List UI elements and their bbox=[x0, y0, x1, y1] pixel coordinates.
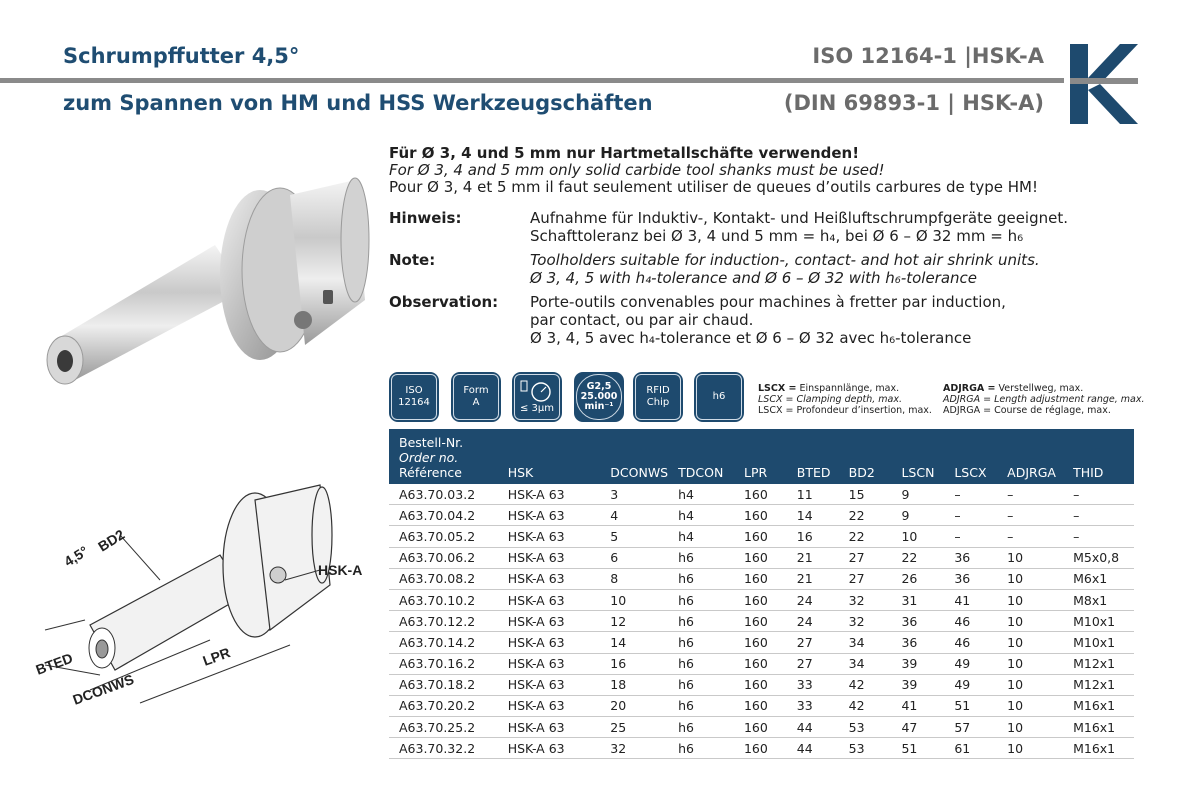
cell-hsk: HSK-A 63 bbox=[498, 738, 601, 759]
spec-table bbox=[389, 429, 1134, 759]
cell-tdcon: h6 bbox=[668, 547, 734, 568]
cell-lpr: 160 bbox=[734, 653, 787, 674]
cell-lscx: 41 bbox=[944, 589, 997, 610]
cell-adjrga: – bbox=[997, 484, 1063, 505]
tolerance-value: h6 bbox=[712, 391, 726, 402]
cell-order-no: A63.70.12.2 bbox=[389, 611, 498, 632]
col-thid: THID bbox=[1063, 429, 1134, 484]
cell-lscn: 39 bbox=[891, 653, 944, 674]
standard-label-din: (DIN 69893-1 | HSK-A) bbox=[783, 91, 1044, 115]
cell-lscn: 36 bbox=[891, 632, 944, 653]
cell-lpr: 160 bbox=[734, 674, 787, 695]
col-hsk: HSK bbox=[498, 429, 601, 484]
cell-thid: M16x1 bbox=[1063, 695, 1134, 716]
cell-order-no: A63.70.32.2 bbox=[389, 738, 498, 759]
adjrga-key-fr: ADJRGA = bbox=[943, 405, 992, 416]
cell-lscn: 26 bbox=[891, 568, 944, 589]
cell-dconws: 3 bbox=[600, 484, 668, 505]
cell-lscx: 46 bbox=[944, 632, 997, 653]
cell-adjrga: 10 bbox=[997, 632, 1063, 653]
cell-lpr: 160 bbox=[734, 568, 787, 589]
col-order-no bbox=[389, 429, 498, 484]
cell-lscn: 31 bbox=[891, 589, 944, 610]
cell-tdcon: h6 bbox=[668, 568, 734, 589]
lscx-key: LSCX = bbox=[758, 383, 797, 394]
rfid-line1: RFID bbox=[646, 385, 670, 396]
cell-lscx: 51 bbox=[944, 695, 997, 716]
hinweis-line2: Schafttoleranz bei Ø 3, 4 und 5 mm = h₄, bei Ø 6 – Ø 32 mm = h₆ bbox=[530, 227, 1024, 245]
table-row bbox=[389, 717, 1134, 738]
cell-adjrga: 10 bbox=[997, 738, 1063, 759]
table-row bbox=[389, 738, 1134, 759]
col-dconws: DCONWS bbox=[600, 429, 668, 484]
lscx-en: Clamping depth, max. bbox=[796, 394, 902, 405]
balance-grade: G2,5 bbox=[586, 381, 612, 392]
cell-order-no: A63.70.03.2 bbox=[389, 484, 498, 505]
cell-tdcon: h4 bbox=[668, 526, 734, 547]
table-body bbox=[389, 484, 1134, 759]
iso-line2: 12164 bbox=[398, 397, 430, 408]
cell-lscx: 57 bbox=[944, 717, 997, 738]
order-fr: Référence bbox=[399, 465, 462, 480]
cell-bd2: 32 bbox=[839, 611, 892, 632]
cell-thid: M5x0,8 bbox=[1063, 547, 1134, 568]
hsk-label: HSK-A bbox=[318, 562, 363, 578]
note-line2: Ø 3, 4, 5 with h₄-tolerance and Ø 6 – Ø 32 with h₆-tolerance bbox=[530, 269, 978, 287]
cell-tdcon: h6 bbox=[668, 738, 734, 759]
cell-adjrga: 10 bbox=[997, 589, 1063, 610]
page-title: Schrumpffutter 4,5° bbox=[63, 44, 300, 68]
cell-hsk: HSK-A 63 bbox=[498, 526, 601, 547]
standard-label: ISO 12164-1 |HSK-A bbox=[812, 44, 1044, 68]
tolerance-icon bbox=[694, 372, 744, 422]
cell-order-no: A63.70.16.2 bbox=[389, 653, 498, 674]
col-lscn: LSCN bbox=[891, 429, 944, 484]
cell-bd2: 53 bbox=[839, 717, 892, 738]
adjrga-en: Length adjustment range, max. bbox=[994, 394, 1145, 405]
cell-bted: 33 bbox=[787, 674, 839, 695]
cell-adjrga: – bbox=[997, 526, 1063, 547]
cell-lscx: 36 bbox=[944, 568, 997, 589]
cell-bd2: 27 bbox=[839, 547, 892, 568]
cell-lpr: 160 bbox=[734, 484, 787, 505]
cell-tdcon: h4 bbox=[668, 505, 734, 526]
lscx-fr: Profondeur d’insertion, max. bbox=[796, 405, 932, 416]
cell-hsk: HSK-A 63 bbox=[498, 547, 601, 568]
cell-thid: M8x1 bbox=[1063, 589, 1134, 610]
cell-order-no: A63.70.05.2 bbox=[389, 526, 498, 547]
cell-lpr: 160 bbox=[734, 695, 787, 716]
cell-tdcon: h6 bbox=[668, 717, 734, 738]
cell-thid: M10x1 bbox=[1063, 632, 1134, 653]
cell-order-no: A63.70.25.2 bbox=[389, 717, 498, 738]
legend-lscx bbox=[758, 383, 932, 416]
table-row bbox=[389, 484, 1134, 505]
cell-thid: – bbox=[1063, 484, 1134, 505]
cell-lpr: 160 bbox=[734, 738, 787, 759]
cell-thid: M16x1 bbox=[1063, 717, 1134, 738]
observation-line1: Porte-outils convenables pour machines à fretter par induction, bbox=[530, 293, 1006, 311]
cell-hsk: HSK-A 63 bbox=[498, 484, 601, 505]
cell-lscn: 41 bbox=[891, 695, 944, 716]
runout-gauge-icon bbox=[512, 372, 562, 422]
cell-bted: 44 bbox=[787, 717, 839, 738]
cell-adjrga: 10 bbox=[997, 611, 1063, 632]
cell-lpr: 160 bbox=[734, 505, 787, 526]
cell-adjrga: 10 bbox=[997, 695, 1063, 716]
cell-thid: M12x1 bbox=[1063, 674, 1134, 695]
cell-tdcon: h4 bbox=[668, 484, 734, 505]
table-row bbox=[389, 695, 1134, 716]
cell-bd2: 42 bbox=[839, 674, 892, 695]
cell-bted: 27 bbox=[787, 653, 839, 674]
cell-thid: M10x1 bbox=[1063, 611, 1134, 632]
rfid-chip-icon bbox=[633, 372, 683, 422]
cell-dconws: 12 bbox=[600, 611, 668, 632]
cell-hsk: HSK-A 63 bbox=[498, 589, 601, 610]
hinweis-line1: Aufnahme für Induktiv-, Kontakt- und Heißluftschrumpfgeräte geeignet. bbox=[530, 209, 1068, 227]
iso-standard-icon bbox=[389, 372, 439, 422]
cell-bted: 24 bbox=[787, 589, 839, 610]
cell-dconws: 20 bbox=[600, 695, 668, 716]
adjrga-de: Verstellweg, max. bbox=[998, 383, 1084, 394]
cell-dconws: 25 bbox=[600, 717, 668, 738]
cell-lscn: 36 bbox=[891, 611, 944, 632]
cell-order-no: A63.70.20.2 bbox=[389, 695, 498, 716]
cell-hsk: HSK-A 63 bbox=[498, 611, 601, 632]
warning-fr: Pour Ø 3, 4 et 5 mm il faut seulement utiliser de queues d’outils carbures de type HM! bbox=[389, 178, 1038, 196]
balance-rpm: 25.000 bbox=[580, 391, 618, 402]
cell-bd2: 22 bbox=[839, 505, 892, 526]
table-row bbox=[389, 674, 1134, 695]
cell-bted: 14 bbox=[787, 505, 839, 526]
observation-line2: par contact, ou par air chaud. bbox=[530, 311, 754, 329]
cell-tdcon: h6 bbox=[668, 589, 734, 610]
cell-order-no: A63.70.08.2 bbox=[389, 568, 498, 589]
warning-en: For Ø 3, 4 and 5 mm only solid carbide tool shanks must be used! bbox=[389, 161, 885, 179]
cell-lscx: – bbox=[944, 484, 997, 505]
note-label: Note: bbox=[389, 251, 436, 269]
runout-value: ≤ 3µm bbox=[519, 403, 555, 414]
cell-tdcon: h6 bbox=[668, 632, 734, 653]
cell-dconws: 4 bbox=[600, 505, 668, 526]
cell-lscn: 10 bbox=[891, 526, 944, 547]
company-logo bbox=[1070, 44, 1138, 128]
balance-unit: min⁻¹ bbox=[584, 401, 614, 412]
col-tdcon: TDCON bbox=[668, 429, 734, 484]
cell-adjrga: 10 bbox=[997, 547, 1063, 568]
cell-bted: 21 bbox=[787, 568, 839, 589]
cell-dconws: 8 bbox=[600, 568, 668, 589]
cell-bd2: 15 bbox=[839, 484, 892, 505]
observation-label: Observation: bbox=[389, 293, 499, 311]
table-row bbox=[389, 505, 1134, 526]
dconws-label: DCONWS bbox=[70, 670, 136, 708]
lpr-label: LPR bbox=[200, 644, 233, 669]
observation-line3: Ø 3, 4, 5 avec h₄-tolerance et Ø 6 – Ø 32 avec h₆-tolerance bbox=[530, 329, 972, 347]
adjrga-key-en: ADJRGA = bbox=[943, 394, 992, 405]
form-a-icon bbox=[451, 372, 501, 422]
cell-lscn: 9 bbox=[891, 484, 944, 505]
adjrga-key: ADJRGA = bbox=[943, 383, 996, 394]
order-en: Order no. bbox=[399, 450, 459, 465]
cell-hsk: HSK-A 63 bbox=[498, 568, 601, 589]
col-bd2: BD2 bbox=[839, 429, 892, 484]
bd2-label: BD2 bbox=[95, 526, 128, 555]
col-bted: BTED bbox=[787, 429, 839, 484]
cell-lpr: 160 bbox=[734, 611, 787, 632]
cell-adjrga: 10 bbox=[997, 568, 1063, 589]
cell-hsk: HSK-A 63 bbox=[498, 674, 601, 695]
table-row bbox=[389, 632, 1134, 653]
cell-tdcon: h6 bbox=[668, 653, 734, 674]
cell-adjrga: – bbox=[997, 505, 1063, 526]
table-row bbox=[389, 589, 1134, 610]
cell-tdcon: h6 bbox=[668, 674, 734, 695]
cell-adjrga: 10 bbox=[997, 674, 1063, 695]
cell-dconws: 14 bbox=[600, 632, 668, 653]
cell-lscx: – bbox=[944, 526, 997, 547]
cell-lpr: 160 bbox=[734, 589, 787, 610]
cell-bted: 21 bbox=[787, 547, 839, 568]
order-de: Bestell-Nr. bbox=[399, 435, 464, 450]
lscx-key-en: LSCX = bbox=[758, 394, 794, 405]
page-subtitle: zum Spannen von HM und HSS Werkzeugschäften bbox=[63, 91, 653, 115]
lscx-de: Einspannlänge, max. bbox=[799, 383, 900, 394]
cell-hsk: HSK-A 63 bbox=[498, 653, 601, 674]
cell-lscx: 46 bbox=[944, 611, 997, 632]
dial-gauge-icon bbox=[519, 379, 555, 403]
col-lpr: LPR bbox=[734, 429, 787, 484]
cell-thid: – bbox=[1063, 505, 1134, 526]
cell-bted: 24 bbox=[787, 611, 839, 632]
rfid-line2: Chip bbox=[646, 397, 670, 408]
cell-dconws: 5 bbox=[600, 526, 668, 547]
cell-thid: M12x1 bbox=[1063, 653, 1134, 674]
cell-hsk: HSK-A 63 bbox=[498, 505, 601, 526]
cell-dconws: 10 bbox=[600, 589, 668, 610]
cell-bd2: 22 bbox=[839, 526, 892, 547]
warning-de: Für Ø 3, 4 und 5 mm nur Hartmetallschäfte verwenden! bbox=[389, 144, 860, 162]
cell-lscn: 39 bbox=[891, 674, 944, 695]
cell-bd2: 34 bbox=[839, 632, 892, 653]
cell-lscx: 61 bbox=[944, 738, 997, 759]
product-photo bbox=[35, 140, 375, 424]
cell-hsk: HSK-A 63 bbox=[498, 632, 601, 653]
header-divider bbox=[0, 78, 1064, 83]
adjrga-fr: Course de réglage, max. bbox=[994, 405, 1111, 416]
cell-adjrga: 10 bbox=[997, 717, 1063, 738]
cell-bd2: 32 bbox=[839, 589, 892, 610]
cell-thid: M6x1 bbox=[1063, 568, 1134, 589]
technical-drawing bbox=[30, 470, 380, 724]
col-adjrga: ADJRGA bbox=[997, 429, 1063, 484]
cell-bted: 11 bbox=[787, 484, 839, 505]
cell-lscx: – bbox=[944, 505, 997, 526]
table-header-row bbox=[389, 429, 1134, 484]
cell-bd2: 42 bbox=[839, 695, 892, 716]
cell-lscn: 47 bbox=[891, 717, 944, 738]
cell-order-no: A63.70.18.2 bbox=[389, 674, 498, 695]
cell-lscn: 22 bbox=[891, 547, 944, 568]
cell-bd2: 34 bbox=[839, 653, 892, 674]
cell-bted: 44 bbox=[787, 738, 839, 759]
cell-lpr: 160 bbox=[734, 526, 787, 547]
cell-dconws: 32 bbox=[600, 738, 668, 759]
col-lscx: LSCX bbox=[944, 429, 997, 484]
balancing-icon bbox=[574, 372, 624, 422]
legend-adjrga bbox=[943, 383, 1144, 416]
cell-lscn: 51 bbox=[891, 738, 944, 759]
cell-lpr: 160 bbox=[734, 717, 787, 738]
bted-label: BTED bbox=[33, 649, 75, 678]
cell-adjrga: 10 bbox=[997, 653, 1063, 674]
cell-thid: – bbox=[1063, 526, 1134, 547]
cell-bted: 16 bbox=[787, 526, 839, 547]
angle-label: 4,5° bbox=[61, 542, 91, 570]
cell-dconws: 6 bbox=[600, 547, 668, 568]
cell-lscx: 49 bbox=[944, 653, 997, 674]
cell-lscx: 49 bbox=[944, 674, 997, 695]
note-line1: Toolholders suitable for induction-, contact- and hot air shrink units. bbox=[530, 251, 1040, 269]
table-row bbox=[389, 568, 1134, 589]
cell-tdcon: h6 bbox=[668, 611, 734, 632]
cell-hsk: HSK-A 63 bbox=[498, 695, 601, 716]
iso-line1: ISO bbox=[405, 385, 423, 396]
cell-order-no: A63.70.06.2 bbox=[389, 547, 498, 568]
cell-tdcon: h6 bbox=[668, 695, 734, 716]
cell-bd2: 27 bbox=[839, 568, 892, 589]
cell-order-no: A63.70.14.2 bbox=[389, 632, 498, 653]
cell-bd2: 53 bbox=[839, 738, 892, 759]
cell-dconws: 16 bbox=[600, 653, 668, 674]
cell-lpr: 160 bbox=[734, 632, 787, 653]
cell-lpr: 160 bbox=[734, 547, 787, 568]
logo-k-icon bbox=[1070, 44, 1138, 124]
cell-thid: M16x1 bbox=[1063, 738, 1134, 759]
hinweis-label: Hinweis: bbox=[389, 209, 462, 227]
form-line1: Form bbox=[463, 385, 489, 396]
cell-dconws: 18 bbox=[600, 674, 668, 695]
cell-bted: 27 bbox=[787, 632, 839, 653]
cell-bted: 33 bbox=[787, 695, 839, 716]
cell-order-no: A63.70.04.2 bbox=[389, 505, 498, 526]
cell-hsk: HSK-A 63 bbox=[498, 717, 601, 738]
cell-lscx: 36 bbox=[944, 547, 997, 568]
lscx-key-fr: LSCX = bbox=[758, 405, 794, 416]
form-line2: A bbox=[472, 397, 480, 408]
cell-order-no: A63.70.10.2 bbox=[389, 589, 498, 610]
table-row bbox=[389, 547, 1134, 568]
cell-lscn: 9 bbox=[891, 505, 944, 526]
table-row bbox=[389, 653, 1134, 674]
table-row bbox=[389, 611, 1134, 632]
table-row bbox=[389, 526, 1134, 547]
